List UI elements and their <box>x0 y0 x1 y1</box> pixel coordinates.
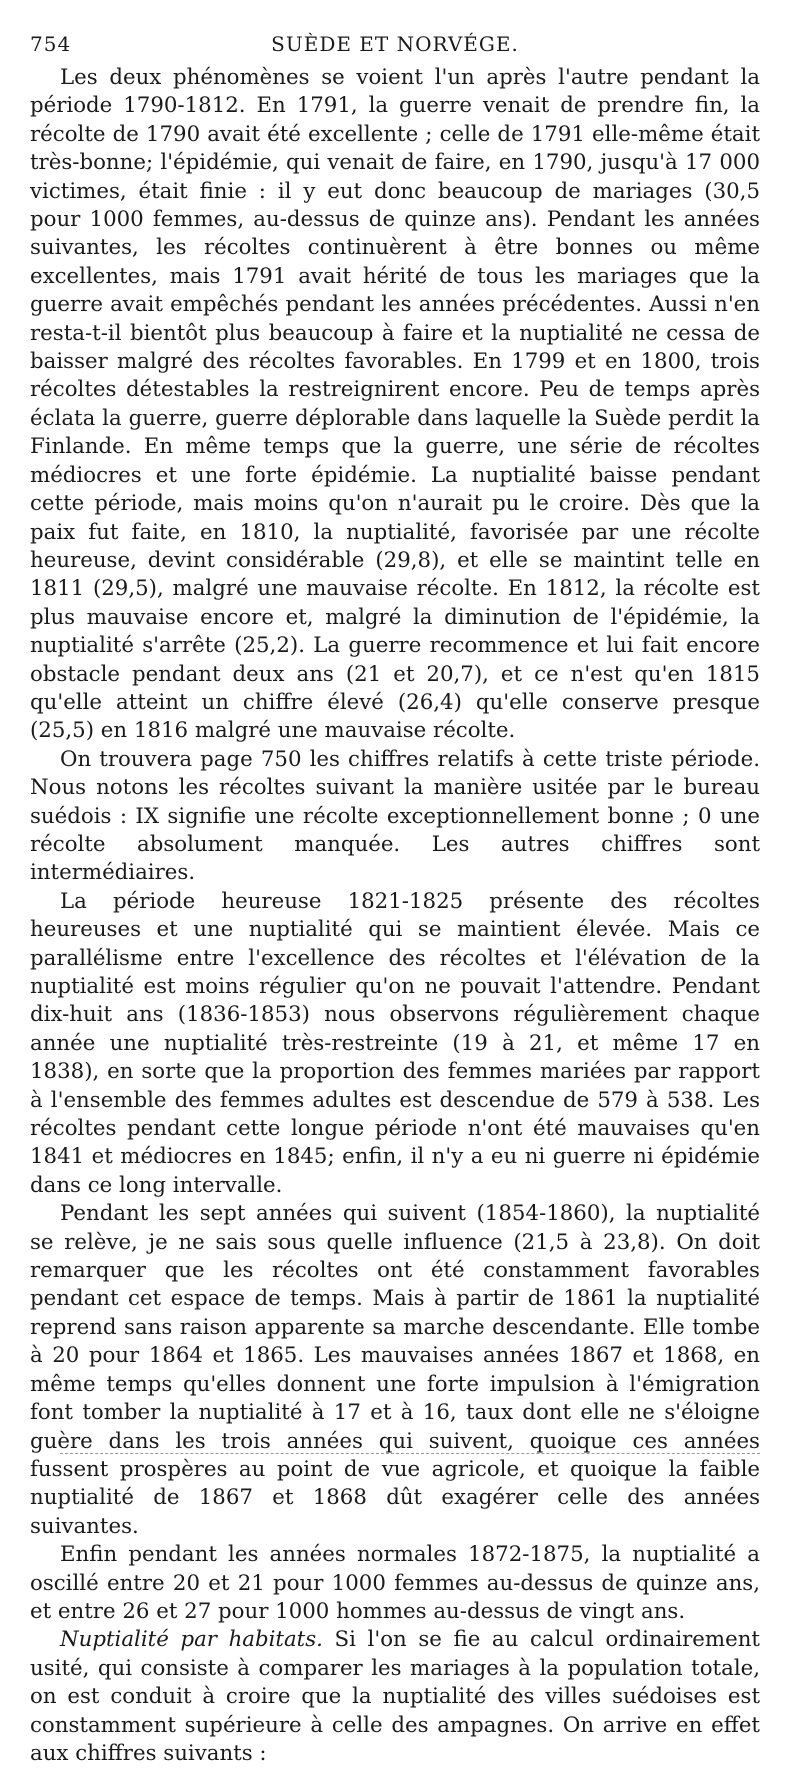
paragraph-4: Pendant les sept années qui suivent (1854-1860), la nuptialité se relève, je ne sais sous quelle influence (21,5 à 23,8). On doit remarquer que les récoltes ont été constamment favorables pendant cet espace de temps. Mais à partir de 1861 la nuptialité reprend sans raison apparente sa marche descendante. Elle tombe à 20 pour 1864 et 1865. Les mauvaises années 1867 et 1868, en même temps qu'elles donnent une forte impulsion à l'émigration font tomber la nuptialité à 17 et à 16, taux dont elle ne s'éloigne guère dans les trois années qui suivent, quoique ces années fussent prospères au point de vue agricole, et quoique la faible nuptialité de 1867 et 1868 dût exagérer celle des années suivantes. <box>30 1201 760 1539</box>
footer-dashed-rule <box>60 1453 760 1454</box>
paragraph-2: On trouvera page 750 les chiffres relatifs à cette triste période. Nous notons les récoltes suivant la manière usitée par le bureau suédois : IX signifie une récolte exceptionnellement bonne ; 0 une récolte absolument manquée. Les autres chiffres sont intermédiaires. <box>30 746 760 886</box>
paragraph-3: La période heureuse 1821-1825 présente des récoltes heureuses et une nuptialité qui se maintient élevée. Mais ce parallélisme entre l'excellence des récoltes et l'élévation de la nuptialité est moins régulier qu'on ne pouvait l'attendre. Pendant dix-huit ans (1836-1853) nous observons régulièrement chaque année une nuptialité très-restreinte (19 à 21, et même 17 en 1838), en sorte que la proportion des femmes mariées par rapport à l'ensemble des femmes adultes est descendue de 579 à 538. Les récoltes pendant cette longue période n'ont été mauvaises qu'en 1841 et médiocres en 1845; enfin, il n'y a eu ni guerre ni épidémie dans ce long intervalle. <box>30 888 760 1198</box>
page-header <box>30 26 760 60</box>
paragraph-6-text: Si l'on se fie au calcul ordinairement usité, qui consiste à comparer les mariages à la population totale, on est conduit à croire que la nuptialité des villes suédoises est constamment supérieure à celle des ampagnes. On arrive en effet aux chiffres suivants : <box>30 1627 760 1766</box>
page-number: 754 <box>30 32 72 56</box>
section-run-in-heading: Nuptialité par habitats. <box>60 1627 323 1653</box>
paragraph-6 <box>30 1626 760 1768</box>
paragraph-1: Les deux phénomènes se voient l'un après l'autre pendant la période 1790-1812. En 1791, la guerre venait de prendre fin, la récolte de 1790 avait été excellente ; celle de 1791 elle-même était très-bonne; l'épidémie, qui venait de faire, en 1790, jusqu'à 17 000 victimes, était finie : il y eut donc beaucoup de mariages (30,5 pour 1000 femmes, au-dessus de quinze ans). Pendant les années suivantes, les récoltes continuèrent à être bonnes ou même excellentes, mais 1791 avait hérité de tous les mariages que la guerre avait empêchés pendant les années précédentes. Aussi n'en resta-t-il bientôt plus beaucoup à faire et la nuptialité ne cessa de baisser malgré des récoltes favorables. En 1799 et en 1800, trois récoltes détestables la restreignirent encore. Peu de temps après éclata la guerre, guerre déplorable dans laquelle la Suède perdit la Finlande. En même temps que la guerre, une série de récoltes médiocres et une forte épidémie. La nuptialité baisse pendant cette période, mais moins qu'on n'aurait pu le croire. Dès que la paix fut faite, en 1810, la nuptialité, favorisée par une récolte heureuse, devint considérable (29,8), et elle se maintint telle en 1811 (29,5), malgré une mauvaise récolte. En 1812, la récolte est plus mauvaise encore et, malgré la diminution de l'épidémie, la nuptialité s'arrête (25,2). La guerre recommence et lui fait encore obstacle pendant deux ans (21 et 20,7), et ce n'est qu'en 1815 qu'elle atteint un chiffre élevé (26,4) qu'elle conserve presque (25,5) en 1816 malgré une mauvaise récolte. <box>30 65 760 744</box>
running-title: SUÈDE ET NORVÉGE. <box>271 32 519 56</box>
body-text <box>30 64 760 1768</box>
paragraph-5: Enfin pendant les années normales 1872-1875, la nuptialité a oscillé entre 20 et 21 pour 1000 femmes au-dessus de quinze ans, et entre 26 et 27 pour 1000 hommes au-dessus de vingt ans. <box>30 1542 760 1624</box>
